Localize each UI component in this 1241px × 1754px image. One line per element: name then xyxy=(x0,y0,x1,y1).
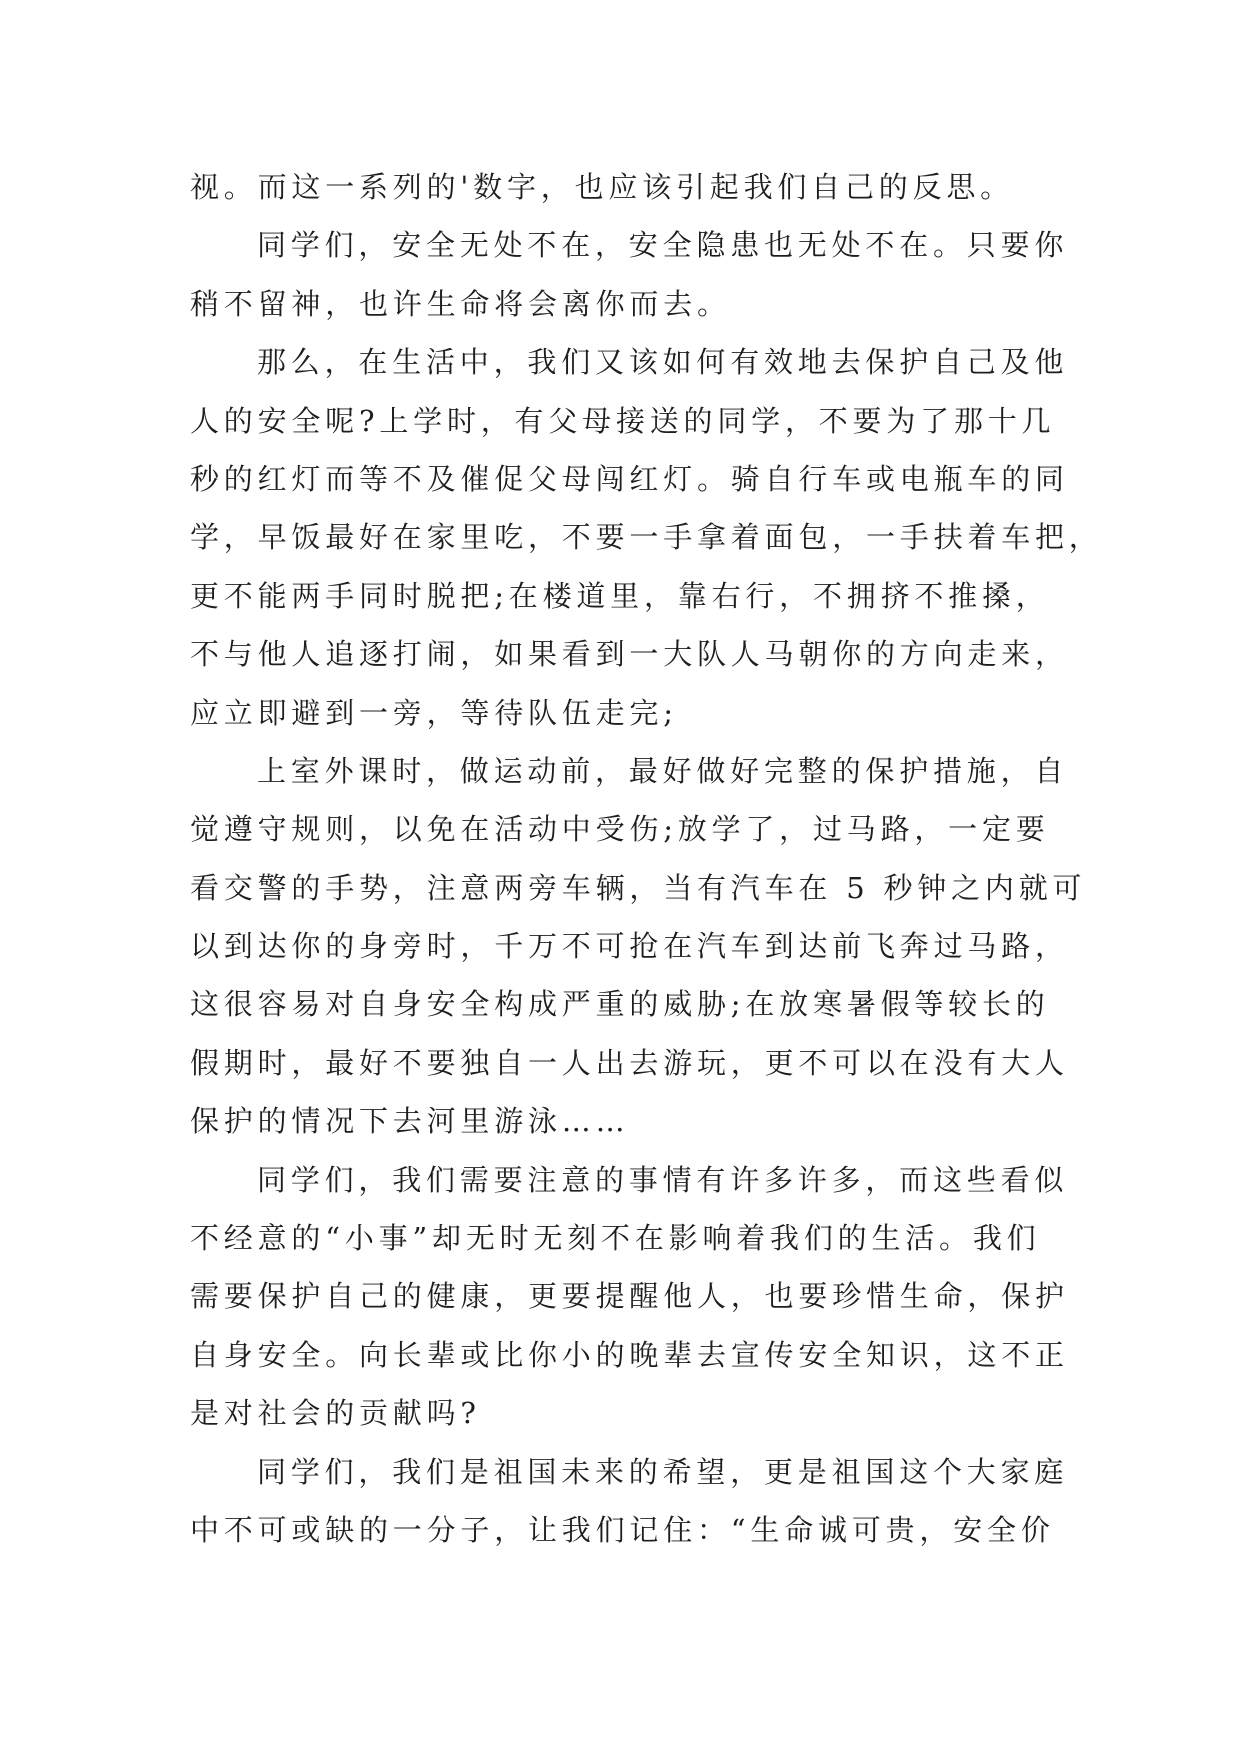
text-line: 看交警的手势，注意两旁车辆，当有汽车在 5 秒钟之内就可 xyxy=(190,870,1087,905)
text-line: 秒的红灯而等不及催促父母闯红灯。骑自行车或电瓶车的同 xyxy=(190,461,1069,496)
text-line: 不与他人追逐打闹，如果看到一大队人马朝你的方向走来， xyxy=(190,637,1069,672)
text-line: 保护的情况下去河里游泳…… xyxy=(190,1104,630,1139)
paragraph-start-line: 上室外课时，做运动前，最好做好完整的保护措施，自 xyxy=(257,753,1069,788)
text-line: 不经意的“小事”却无时无刻不在影响着我们的生活。我们 xyxy=(190,1221,1041,1256)
paragraph-start-line: 同学们，安全无处不在，安全隐患也无处不在。只要你 xyxy=(257,228,1069,263)
text-line: 应立即避到一旁，等待队伍走完; xyxy=(190,695,678,730)
text-line: 是对社会的贡献吗? xyxy=(190,1396,481,1431)
text-line: 假期时，最好不要独自一人出去游玩，更不可以在没有大人 xyxy=(190,1045,1069,1080)
text-line: 学，早饭最好在家里吃，不要一手拿着面包，一手扶着车把， xyxy=(190,520,1103,555)
text-line: 中不可或缺的一分子，让我们记住：“生命诚可贵，安全价 xyxy=(190,1512,1055,1547)
document-body xyxy=(190,158,1103,1559)
paragraph-start-line: 那么，在生活中，我们又该如何有效地去保护自己及他 xyxy=(257,345,1069,380)
paragraph-start-line: 同学们，我们需要注意的事情有许多许多，而这些看似 xyxy=(257,1162,1069,1197)
text-line: 自身安全。向长辈或比你小的晚辈去宣传安全知识，这不正 xyxy=(190,1337,1069,1372)
text-line: 以到达你的身旁时，千万不可抢在汽车到达前飞奔过马路， xyxy=(190,929,1069,964)
paragraph-start-line: 同学们，我们是祖国未来的希望，更是祖国这个大家庭 xyxy=(257,1454,1069,1489)
text-line: 更不能两手同时脱把;在楼道里，靠右行，不拥挤不推搡， xyxy=(190,578,1050,613)
text-line: 视。而这一系列的'数字，也应该引起我们自己的反思。 xyxy=(190,170,1014,204)
text-line: 觉遵守规则，以免在活动中受伤;放学了，过马路，一定要 xyxy=(190,812,1050,847)
text-line: 稍不留神，也许生命将会离你而去。 xyxy=(190,286,731,321)
text-line: 人的安全呢?上学时，有父母接送的同学，不要为了那十几 xyxy=(190,403,1056,438)
text-line: 这很容易对自身安全构成严重的威胁;在放寒暑假等较长的 xyxy=(190,987,1050,1022)
text-line: 需要保护自己的健康，更要提醒他人，也要珍惜生命，保护 xyxy=(190,1279,1069,1314)
